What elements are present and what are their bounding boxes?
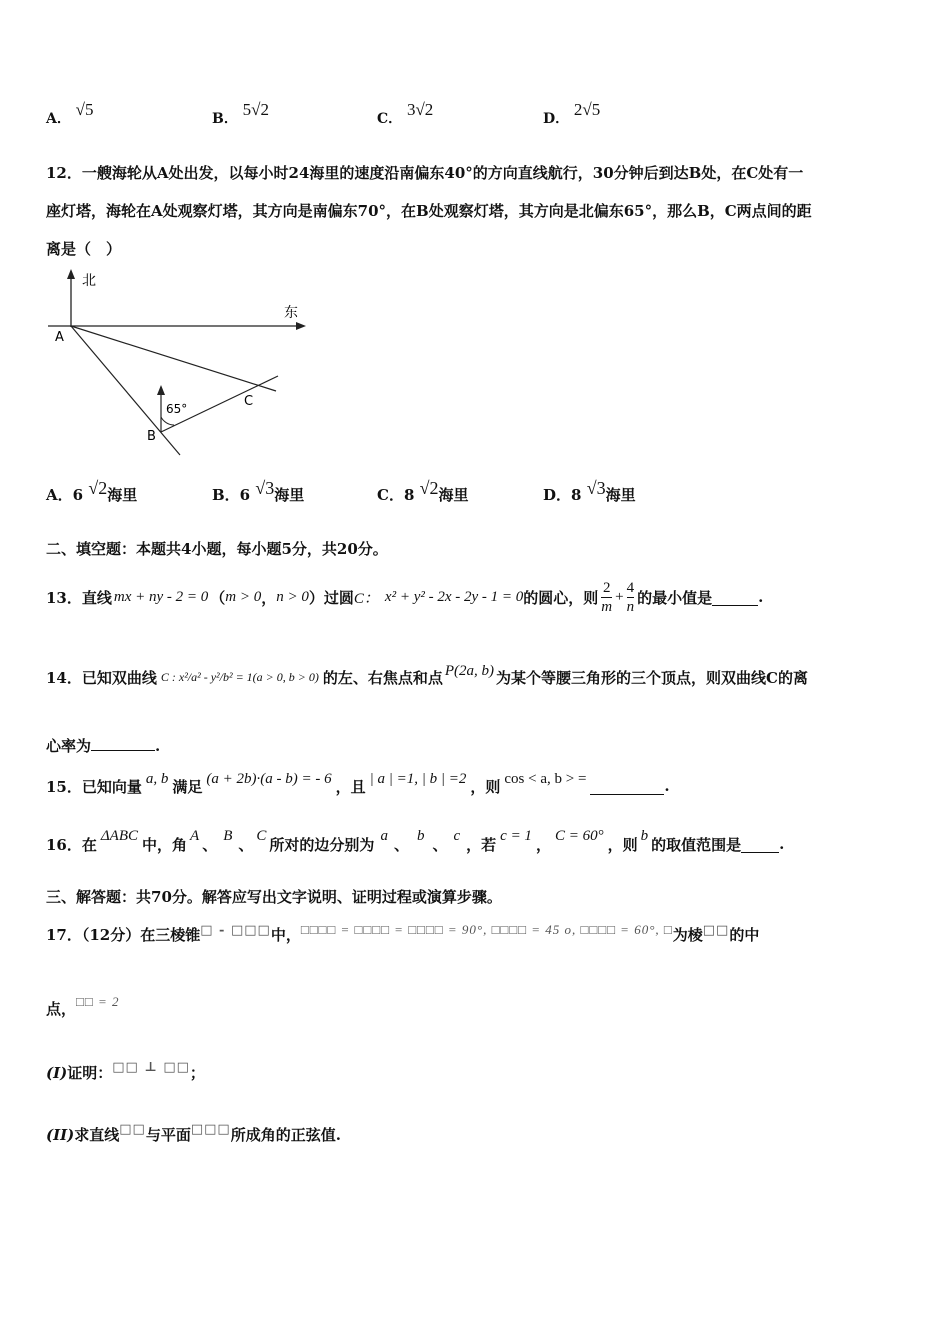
angle-arc (161, 417, 174, 425)
q13-end: . (758, 588, 764, 606)
q13-answer-blank[interactable] (712, 589, 758, 606)
q16-text-5: ，则 (607, 835, 638, 854)
q12-line-2: 座灯塔，海轮在A处观察灯塔，其方向是南偏东70°，在B处观察灯塔，其方向是北偏东65°，那么B，C两点间的距 (46, 202, 812, 220)
q15-text-2: 满足 (172, 777, 203, 796)
q12-option-d-radical: √3 (586, 478, 606, 498)
q17-part-1-text: 证明： (67, 1064, 113, 1082)
q16-triangle: ΔABC (100, 827, 139, 844)
q16-cond-angle: C = 60° (554, 827, 604, 844)
q16-angle-b: B (223, 827, 233, 844)
q17-garbled-1: □ - □□□ (200, 923, 271, 938)
q13-line-equation: mx + ny - 2 = 0 (113, 588, 209, 605)
point-b-label: B (147, 429, 156, 444)
q14-hyperbola-equation: C : x²/a² - y²/b² = 1(a > 0, b > 0) (160, 669, 319, 684)
q12-option-d (543, 478, 636, 505)
q16-sep-1: 、 (202, 835, 218, 854)
q14-text-1: 14．已知双曲线 (46, 668, 157, 687)
q12-option-a-label: A．6 (46, 486, 84, 504)
q16-sep-4: 、 (432, 835, 448, 854)
q16-text-2: 中，角 (142, 835, 188, 854)
q17-text-2: 中， (270, 926, 301, 944)
q17-line-2-text: 点， (46, 1000, 77, 1018)
q14-end: . (155, 737, 161, 755)
q11-option-a (46, 100, 94, 128)
q12-line-3: 离是（ ） (46, 240, 122, 258)
q16-text-6: 的取值范围是 (651, 835, 742, 854)
q13-fraction-1 (601, 579, 612, 616)
north-arrowhead (67, 269, 75, 279)
q12-option-c-label: C．8 (377, 486, 415, 504)
q17-garbled-6: □□ (119, 1122, 146, 1137)
section-2-heading: 二、填空题：本题共4小题，每小题5分，共20分。 (46, 540, 388, 558)
q16-angle-a: A (190, 827, 200, 844)
q12-option-a-unit: 海里 (107, 486, 138, 504)
q12-option-a (46, 478, 138, 505)
q17-part-1 (46, 1062, 205, 1083)
q17-part-2-label: (II) (46, 1126, 75, 1144)
q15-magnitudes: | a | =1, | b | =2 (369, 770, 467, 787)
q12-option-c-unit: 海里 (438, 486, 469, 504)
q13-text-1: 13．直线 (46, 588, 112, 607)
q12-option-c-radical: √2 (419, 478, 439, 498)
q15-answer-blank[interactable] (590, 778, 664, 795)
q11-option-b-label: B． (212, 111, 238, 127)
q11-option-c-value: 3√2 (406, 100, 434, 119)
q14-point-p: P(2a, b) (444, 662, 495, 679)
q17-text-1: 17．（12分）在三棱锥 (46, 926, 201, 944)
q17-garbled-2: □□□□ = □□□□ = □□□□ = 90°, □□□□ = 45 o, □□□□ = 60°, □ (300, 922, 673, 937)
q12-figure (40, 265, 320, 465)
q14-text-3: 为某个等腰三角形的三个顶点，则双曲线C的离 (496, 668, 808, 687)
q13-circle-name: C： (353, 590, 379, 607)
q13-fraction-2 (627, 579, 635, 616)
q16-sep-3: 、 (393, 835, 409, 854)
q13-text-4: ）过圆 (308, 588, 354, 607)
q17-part-2 (46, 1124, 341, 1145)
q11-option-d-label: D． (543, 111, 570, 127)
q15-cos: cos < a, b > = (504, 770, 587, 787)
q17-garbled-4: □□ = 2 (76, 994, 120, 1009)
q15-vars: a, b (145, 770, 169, 787)
q16-side-a: a (380, 827, 388, 844)
q16-b-var: b (640, 827, 649, 844)
q11-option-b-value: 5√2 (242, 100, 269, 119)
q16-text-3: 所对的边分别为 (269, 835, 375, 854)
q15-text-4: ，则 (470, 777, 501, 796)
q12-option-d-unit: 海里 (605, 486, 636, 504)
q11-option-c (377, 100, 434, 128)
q12-option-d-label: D．8 (543, 486, 582, 504)
q17-line-1 (46, 924, 759, 945)
q16-side-c: c (453, 827, 461, 844)
q14 (46, 652, 808, 702)
q11-option-d-value: 2√5 (573, 100, 601, 119)
q12-option-b-label: B．6 (212, 486, 251, 504)
q17-text-4: 的中 (729, 926, 760, 944)
east-arrowhead (296, 322, 306, 330)
q17-line-2 (46, 994, 120, 1019)
q16 (46, 826, 784, 862)
section-3-heading: 三、解答题：共70分。解答应写出文字说明、证明过程或演算步骤。 (46, 888, 502, 906)
q15-end: . (664, 777, 670, 795)
q11-option-a-label: A． (46, 111, 71, 127)
route-a-to-b (71, 326, 180, 455)
q13-fraction-2-num: 4 (626, 579, 635, 596)
q13-text-5: 的圆心，则 (523, 588, 599, 607)
q13-text-6: 的最小值是 (637, 588, 713, 607)
q16-sep-2: 、 (238, 835, 254, 854)
q15-text-3: ，且 (335, 777, 366, 796)
q15-text-1: 15．已知向量 (46, 777, 142, 796)
point-a-label: A (55, 330, 64, 345)
q16-cond-c: c = 1 (500, 827, 532, 844)
q14-line-2 (46, 735, 160, 756)
q12-option-b-radical: √3 (255, 478, 275, 498)
q12-option-a-radical: √2 (88, 478, 108, 498)
q17-part-1-end: ； (189, 1064, 205, 1082)
q16-angle-c: C (256, 827, 267, 844)
q13-plus: + (615, 588, 624, 605)
q13-circle-equation: x² + y² - 2x - 2y - 1 = 0 (384, 588, 524, 605)
q17-garbled-7: □□□ (190, 1122, 231, 1137)
q15 (46, 768, 670, 804)
q12-option-c (377, 478, 469, 505)
q17-text-3: 为棱 (672, 926, 703, 944)
q16-answer-blank[interactable] (741, 836, 779, 853)
q12-option-b-unit: 海里 (274, 486, 305, 504)
north-at-b-arrowhead (157, 385, 165, 395)
north-label: 北 (82, 273, 96, 289)
q14-line-2-text: 心率为 (46, 737, 92, 755)
q11-option-d (543, 100, 601, 128)
q16-side-b: b (416, 827, 425, 844)
q16-end: . (779, 835, 785, 853)
q15-equation: (a + 2b)·(a - b) = - 6 (206, 770, 332, 787)
q17-part-2-text-1: 求直线 (74, 1126, 120, 1144)
q16-text-4: ，若 (466, 835, 497, 854)
q13-cond-n: n > 0 (276, 588, 309, 605)
q13-fraction-2-den: n (626, 598, 635, 615)
q13-text-2: （ (210, 588, 226, 607)
angle-label: 65° (166, 402, 188, 416)
q13-cond-m: m > 0 (225, 588, 262, 605)
line-a-to-c (71, 326, 276, 391)
q11-option-b (212, 100, 269, 128)
q14-text-2: 的左、右焦点和点 (322, 668, 443, 687)
q13-text-3: ， (261, 588, 277, 607)
q17-part-1-label: (I) (46, 1064, 68, 1082)
point-c-label: C (244, 394, 254, 409)
q17-garbled-5: □□ ⊥ □□ (112, 1060, 190, 1075)
east-label: 东 (284, 305, 298, 321)
q13 (46, 572, 763, 622)
q12-line-1: 12．一艘海轮从A处出发，以每小时24海里的速度沿南偏东40°的方向直线航行，30分钟后到达B处，在C处有一 (46, 164, 804, 182)
q16-comma: ， (535, 835, 551, 854)
q17-part-2-text-2: 与平面 (145, 1126, 191, 1144)
q11-option-a-value: √5 (75, 100, 94, 119)
q14-answer-blank[interactable] (91, 736, 155, 751)
q16-text-1: 16．在 (46, 835, 97, 854)
q17-garbled-3: □□ (702, 923, 730, 938)
q12-option-b (212, 478, 305, 505)
q17-part-2-text-3: 所成角的正弦值. (230, 1126, 341, 1144)
q13-fraction-1-den: m (601, 598, 613, 615)
q11-option-c-label: C． (377, 111, 403, 127)
q13-fraction-1-num: 2 (602, 579, 611, 596)
